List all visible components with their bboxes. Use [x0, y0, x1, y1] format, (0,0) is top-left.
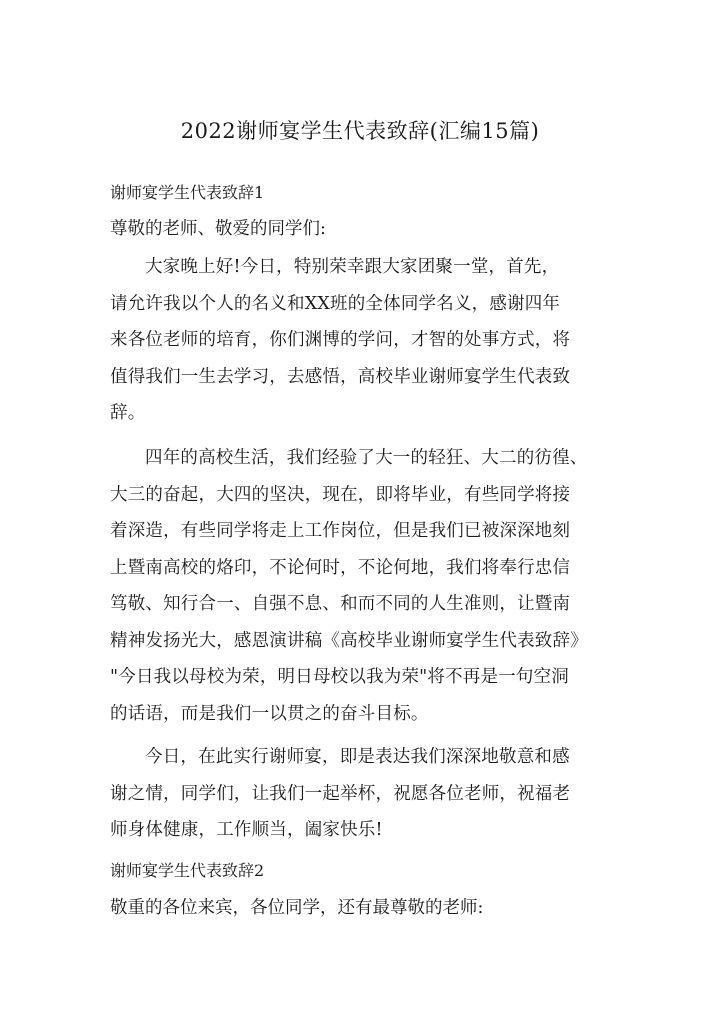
section-heading-2: 谢师宴学生代表致辞2: [110, 861, 265, 880]
paragraph-line: 师身体健康，工作顺当，阖家快乐!: [110, 820, 383, 840]
document-title: 2022谢师宴学生代表致辞(汇编15篇): [180, 119, 540, 143]
paragraph-line: 着深造，有些同学将走上工作岗位，但是我们已被深深地刻: [110, 521, 571, 541]
paragraph-line: 精神发扬光大，感恩演讲稿《高校毕业谢师宴学生代表致辞》: [110, 630, 588, 651]
section-heading-1: 谢师宴学生代表致辞1: [110, 183, 265, 202]
paragraph-line: 谢之情，同学们，让我们一起举杯，祝愿各位老师，祝福老: [110, 783, 571, 804]
salutation-2: 敬重的各位来宾，各位同学，还有最尊敬的老师:: [110, 898, 484, 918]
paragraph-line: 大家晚上好!今日，特别荣幸跟大家团聚一堂，首先，: [145, 257, 560, 277]
paragraph-line: 值得我们一生去学习，去感悟，高校毕业谢师宴学生代表致: [110, 366, 571, 387]
paragraph-line: 的话语，而是我们一以贯之的奋斗目标。: [110, 703, 429, 724]
paragraph-line: 辞。: [110, 403, 146, 423]
paragraph-line: 今日，在此实行谢师宴，即是表达我们深深地敬意和感: [145, 747, 570, 767]
paragraph-line: 大三的奋起，大四的坚决，现在，即将毕业，有些同学将接: [110, 484, 571, 505]
paragraph-1: [110, 249, 615, 432]
paragraph-line: 四年的高校生活，我们经验了大一的轻狂、大二的彷徨、: [145, 448, 588, 468]
paragraph-line: 上暨南高校的烙印，不论何时，不论何地，我们将奉行忠信: [110, 557, 571, 578]
paragraph-3: [110, 739, 615, 849]
paragraph-line: 来各位老师的培育，你们渊博的学问，才智的处事方式，将: [110, 330, 571, 350]
salutation-1: 尊敬的老师、敬爱的同学们:: [110, 219, 326, 239]
paragraph-2: [110, 440, 615, 732]
paragraph-line: "今日我以母校为荣，明日母校以我为荣"将不再是一句空洞: [110, 667, 569, 687]
paragraph-line: 请允许我以个人的名义和XX班的全体同学名义，感谢四年: [110, 293, 561, 314]
paragraph-line: 笃敬、知行合一、自强不息、和而不同的人生准则，让暨南: [110, 594, 571, 614]
